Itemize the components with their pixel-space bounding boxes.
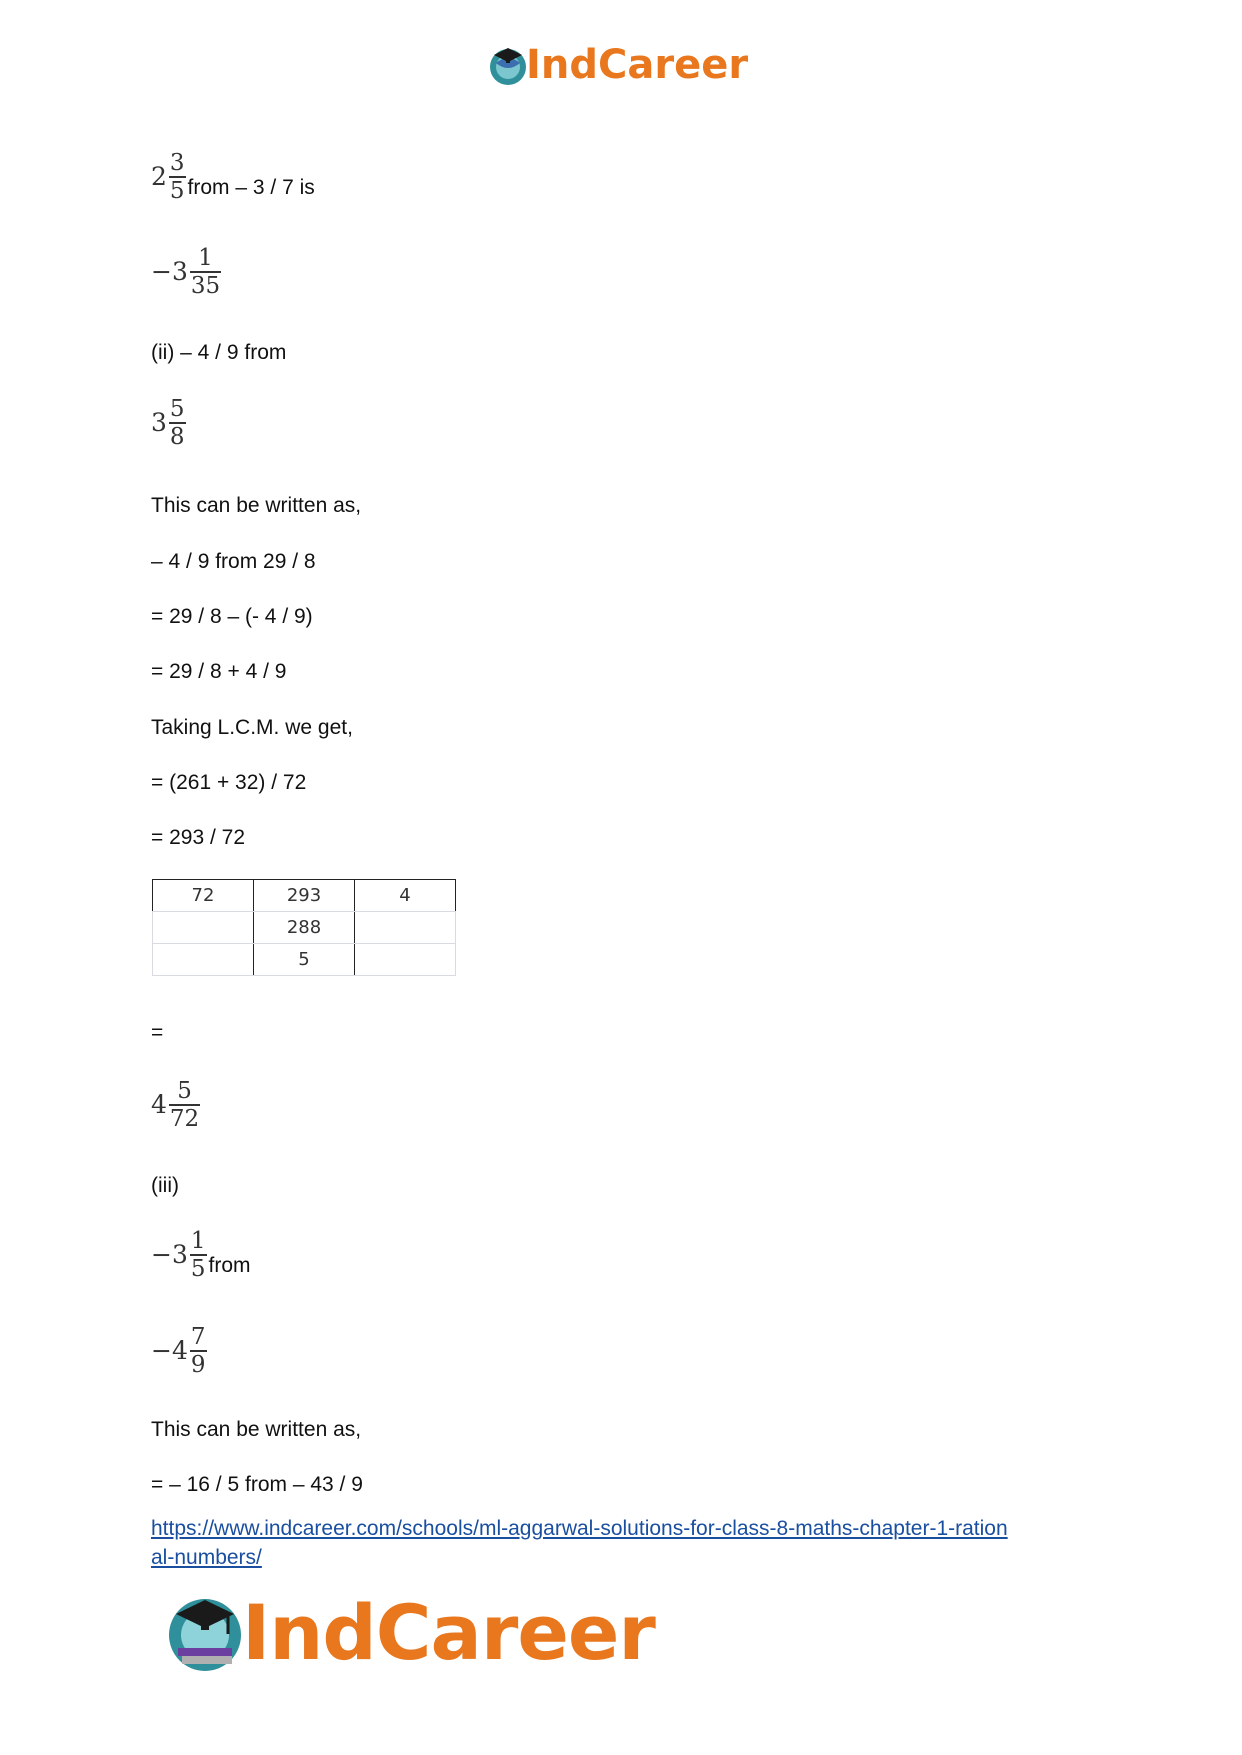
mixed-number-neg3-1-35: −3 $\frac{1}{35}$ [151, 245, 221, 299]
table-cell [355, 944, 456, 976]
footer-logo [162, 1588, 655, 1677]
lcm-text: Taking L.C.M. we get, [151, 716, 353, 739]
table-cell [355, 912, 456, 944]
written-as-text: This can be written as, [151, 494, 362, 517]
equals-sign: = [151, 1021, 164, 1044]
table-row [153, 944, 456, 976]
table-row [153, 880, 456, 912]
mixed-number-3-5-8: 3 $\frac{5}{8}$ [151, 396, 185, 450]
graduation-globe-icon [486, 43, 530, 87]
table-cell: 72 [153, 880, 254, 912]
footer-logo-text: IndCareer [242, 1588, 655, 1677]
mixed-number-neg3-1-5: −3 $\frac{1}{5}$ from [151, 1228, 251, 1282]
mixed-number-neg4-7-9: −4 $\frac{7}{9}$ [151, 1324, 206, 1378]
part-iii-label: (iii) [151, 1174, 179, 1197]
step-line: = (261 + 32) / 72 [151, 771, 307, 794]
mixed-number-4-5-72: 4 $\frac{5}{72}$ [151, 1078, 200, 1132]
table-cell: 293 [254, 880, 355, 912]
table-cell: 4 [355, 880, 456, 912]
from-text: from [208, 1253, 251, 1277]
table-row [153, 912, 456, 944]
table-cell: 5 [254, 944, 355, 976]
source-link[interactable] [151, 1514, 1008, 1572]
step-line: = 29 / 8 – (- 4 / 9) [151, 605, 313, 628]
written-as-text: This can be written as, [151, 1418, 362, 1441]
step-line: = 293 / 72 [151, 826, 245, 849]
step-line: – 4 / 9 from 29 / 8 [151, 550, 316, 573]
mixed-number-2-3-5: 2 $\frac{3}{5}$ from – 3 / 7 is [151, 150, 315, 204]
header-logo-text: IndCareer [526, 42, 749, 88]
step-line: = – 16 / 5 from – 43 / 9 [151, 1473, 363, 1496]
table-cell [153, 944, 254, 976]
from-text: from – 3 / 7 is [187, 175, 315, 199]
source-link-line-2[interactable]: al-numbers/ [151, 1546, 262, 1569]
division-table [152, 879, 456, 976]
source-link-line-1[interactable]: https://www.indcareer.com/schools/ml-aggarwal-solutions-for-class-8-maths-chapter-1-ration [151, 1517, 1008, 1540]
graduation-globe-books-icon [162, 1590, 248, 1676]
step-line: = 29 / 8 + 4 / 9 [151, 660, 287, 683]
header-logo [486, 42, 748, 88]
table-cell: 288 [254, 912, 355, 944]
table-cell [153, 912, 254, 944]
part-ii-label: (ii) – 4 / 9 from [151, 341, 287, 364]
